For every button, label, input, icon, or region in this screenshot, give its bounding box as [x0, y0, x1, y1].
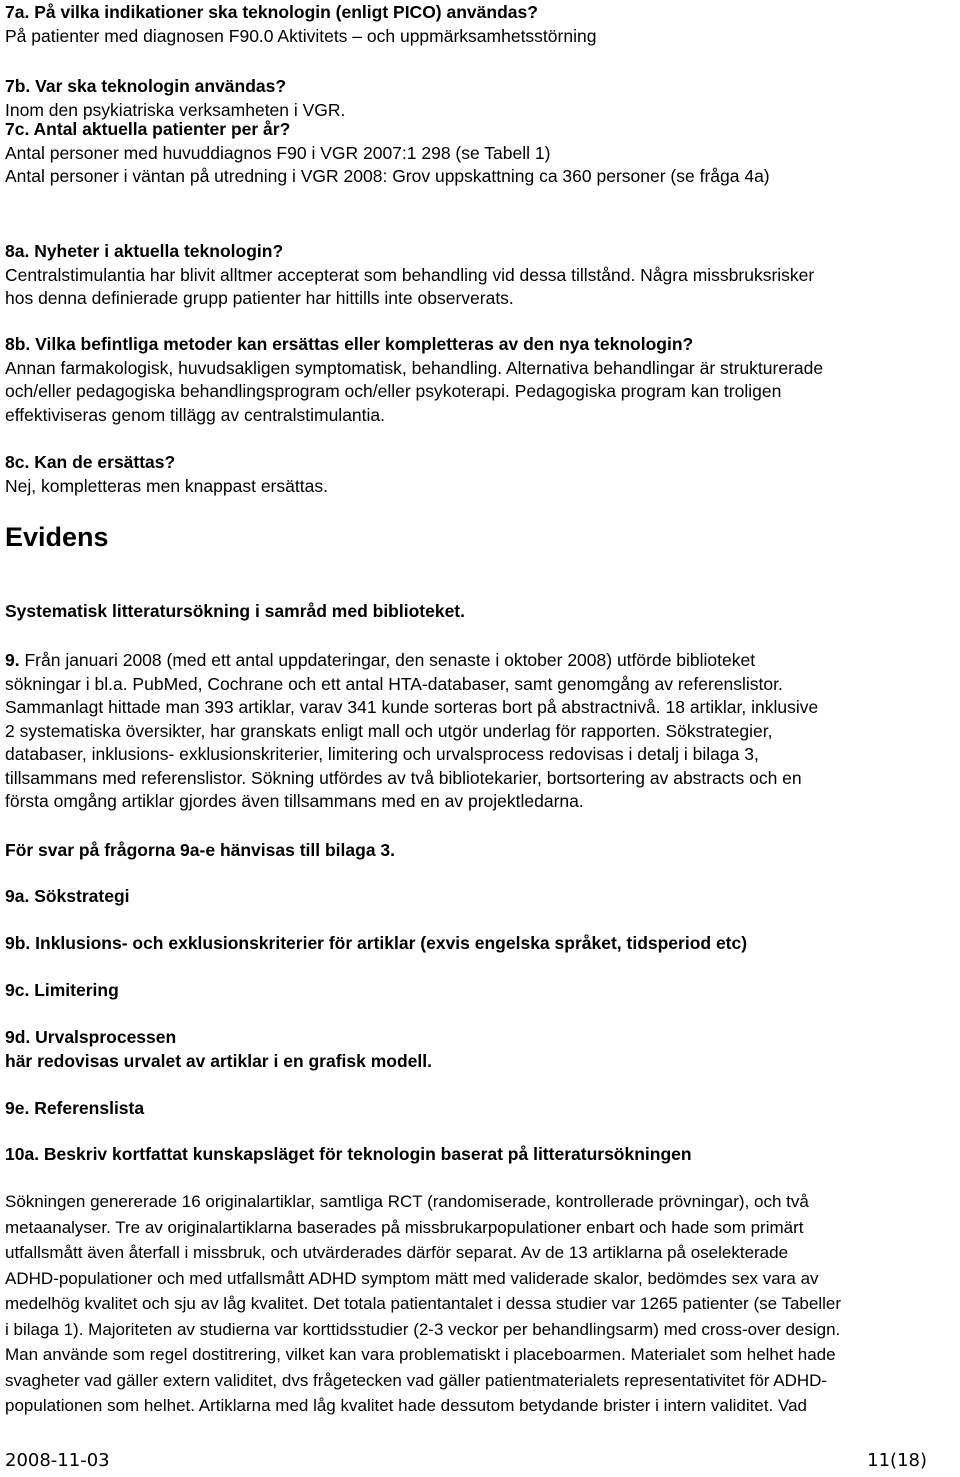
heading-9c: 9c. Limitering	[5, 980, 119, 1000]
section-8a	[5, 240, 814, 311]
section-9b	[5, 932, 747, 956]
text-8b-line1: Annan farmakologisk, huvudsakligen symptomatisk, behandling. Alternativa behandlingar är strukturerade	[5, 357, 824, 378]
section-7b	[5, 75, 345, 122]
label-9: 9.	[5, 650, 20, 670]
section-9d	[5, 1026, 432, 1073]
section-10a-body	[5, 1189, 841, 1419]
text-7c-line2: Antal personer i väntan på utredning i VGR 2008: Grov uppskattning ca 360 personer (se fråga 4a)	[5, 166, 770, 186]
section-9a	[5, 885, 130, 909]
text-10a-line6: i bilaga 1). Majoriteten av studierna var korttidsstudier (2-3 veckor per behandlingsarm) med cross-over design.	[5, 1319, 841, 1339]
section-7c	[5, 118, 770, 189]
text-10a-line5: medelhög kvalitet och sju av låg kvalitet. Det totala patientantalet i dessa studier var 1265 patienter (se Tabeller	[5, 1294, 842, 1313]
text-9-line7: första omgång artiklar gjordes även tillsammans med en av projektledarna.	[5, 791, 584, 811]
text-8b-line3: effektiviseras genom tillägg av centralstimulantia.	[5, 404, 386, 425]
text-9-line3: Sammanlagt hittade man 393 artiklar, varav 341 kunde sorteras bort på abstractnivå. 18 artiklar, inklusive	[5, 697, 819, 717]
heading-9a: 9a. Sökstrategi	[5, 886, 130, 906]
evidens-subtitle-block	[5, 600, 465, 624]
text-10a-line2: metaanalyser. Tre av originalartiklarna baserades på missbrukarpopulationer enbart och hade som primärt	[5, 1217, 804, 1237]
text-8a-line2: hos denna definierade grupp patienter har hittills inte observerats.	[5, 288, 514, 308]
footer-page-number: 11(18)	[867, 1450, 927, 1471]
section-8b	[5, 333, 823, 427]
section-7a	[5, 1, 596, 48]
heading-9d: 9d. Urvalsprocessen	[5, 1027, 177, 1047]
text-10a-line9: populationen som helhet. Artiklarna med låg kvalitet hade dessutom betydande brister i intern validitet. Vad	[5, 1396, 807, 1415]
heading-9e: 9e. Referenslista	[5, 1098, 145, 1118]
evidens-subtitle: Systematisk litteratursökning i samråd med biblioteket.	[5, 601, 465, 621]
heading-10a: 10a. Beskriv kortfattat kunskapsläget för teknologin baserat på litteratursökningen	[5, 1144, 692, 1164]
heading-7a: 7a. På vilka indikationer ska teknologin (enligt PICO) användas?	[5, 2, 538, 22]
heading-8a: 8a. Nyheter i aktuella teknologin?	[5, 241, 284, 261]
heading-8b: 8b. Vilka befintliga metoder kan ersättas eller kompletteras av den nya teknologin?	[5, 334, 694, 354]
text-8b-line2: och/eller pedagogiska behandlingsprogram och/eller psykoterapi. Pedagogiska program kan troligen	[5, 381, 782, 401]
footer-date: 2008-11-03	[5, 1450, 110, 1471]
text-10a-line7: Man använde som regel dostitrering, vilket kan vara problematiskt i placeboarmen. Materialet som helhet hade	[5, 1345, 836, 1364]
note-9a-e: För svar på frågorna 9a-e hänvisas till bilaga 3.	[5, 840, 396, 860]
text-10a-line8: svagheter vad gäller extern validitet, dvs frågetecken vad gäller patientmaterialets representativitet för ADHD-	[5, 1370, 828, 1390]
section-9c	[5, 979, 119, 1003]
heading-7b: 7b. Var ska teknologin användas?	[5, 76, 287, 96]
section-9e	[5, 1097, 144, 1121]
heading-9b: 9b. Inklusions- och exklusionskriterier för artiklar (exvis engelska språket, tidsperiod etc)	[5, 933, 748, 953]
answer-7b: Inom den psykiatriska verksamheten i VGR.	[5, 99, 346, 120]
text-8a-line1: Centralstimulantia har blivit alltmer accepterat som behandling vid dessa tillstånd. Några missbruksrisker	[5, 264, 815, 285]
heading-7c: 7c. Antal aktuella patienter per år?	[5, 119, 291, 139]
text-9-line4: 2 systematiska översikter, har granskats enligt mall och utgör underlag för rapporten. Sökstrategier,	[5, 720, 773, 741]
text-9-line1	[5, 649, 818, 673]
text-10a-line4: ADHD-populationer och med utfallsmått ADHD symptom mätt med validerade skalor, bedömdes sex vara av	[5, 1268, 819, 1288]
note-9a-e-block	[5, 839, 395, 863]
section-9	[5, 649, 818, 814]
section-8c	[5, 451, 328, 498]
section-title-evidens: Evidens	[5, 522, 109, 552]
text-9-line6: tillsammans med referenslistor. Sökning utfördes av två bibliotekarier, bortsortering av abstracts och en	[5, 767, 802, 788]
text-9-line5: databaser, inklusions- exklusionskriterier, limitering och urvalsprocess redovisas i detalj i bilaga 3,	[5, 744, 759, 764]
text-9-line2: sökningar i bl.a. PubMed, Cochrane och ett antal HTA-databaser, samt genomgång av referenslistor.	[5, 673, 783, 694]
subheading-9d: här redovisas urvalet av artiklar i en grafisk modell.	[5, 1050, 432, 1071]
text-9-line1-body: Från januari 2008 (med ett antal uppdateringar, den senaste i oktober 2008) utförde biblioteket	[19, 650, 756, 670]
text-10a-line3: utfallsmått även återfall i missbruk, och utvärderades därför separat. Av de 13 artiklarna på oselekterade	[5, 1243, 789, 1262]
answer-7a: På patienter med diagnosen F90.0 Aktivitets – och uppmärksamhetsstörning	[5, 25, 597, 46]
answer-8c: Nej, kompletteras men knappast ersättas.	[5, 475, 328, 496]
text-10a-line1: Sökningen genererade 16 originalartiklar, samtliga RCT (randomiserade, kontrollerade prövningar), och två	[5, 1192, 809, 1211]
heading-8c: 8c. Kan de ersättas?	[5, 452, 176, 472]
text-7c-line1: Antal personer med huvuddiagnos F90 i VGR 2007:1 298 (se Tabell 1)	[5, 142, 551, 163]
section-10a	[5, 1143, 692, 1167]
